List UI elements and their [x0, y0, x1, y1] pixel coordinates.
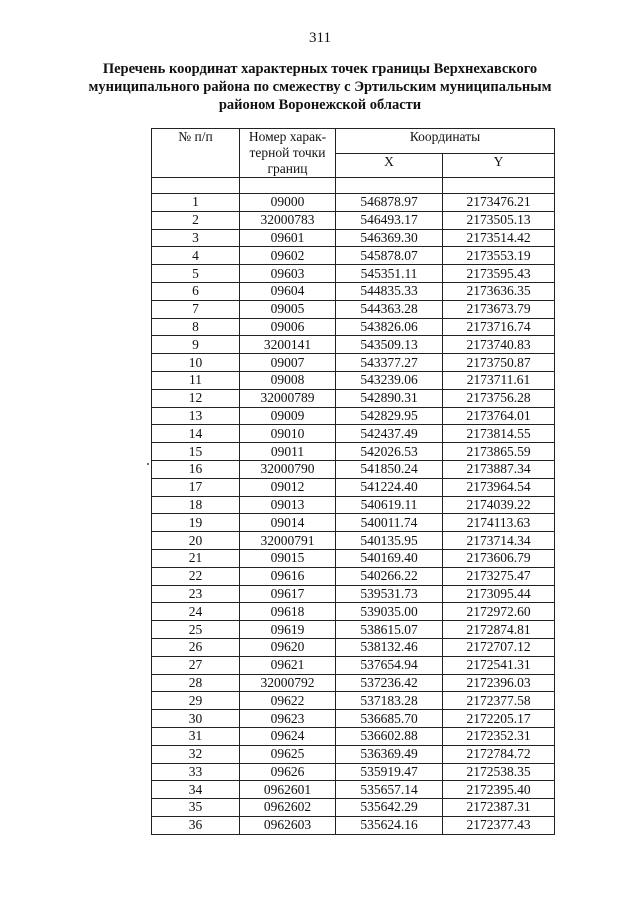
cell-point: 09011	[240, 443, 336, 461]
cell-y: 2173887.34	[443, 460, 555, 478]
table-row	[152, 710, 555, 728]
cell-point: 0962603	[240, 816, 336, 834]
cell-x: 540169.40	[336, 549, 443, 567]
table-row	[152, 371, 555, 389]
table-body	[152, 194, 555, 835]
cell-point: 32000792	[240, 674, 336, 692]
cell-num: 36	[152, 816, 240, 834]
cell-y: 2172377.43	[443, 816, 555, 834]
cell-x: 544835.33	[336, 282, 443, 300]
cell-num: 10	[152, 354, 240, 372]
cell-x: 537236.42	[336, 674, 443, 692]
header-x: X	[336, 153, 443, 178]
header-y: Y	[443, 153, 555, 178]
table-row	[152, 229, 555, 247]
cell-num: 1	[152, 194, 240, 212]
table-row	[152, 300, 555, 318]
header-point	[240, 129, 336, 178]
table-row	[152, 407, 555, 425]
cell-point: 32000791	[240, 532, 336, 550]
cell-point: 09617	[240, 585, 336, 603]
cell-x: 537183.28	[336, 692, 443, 710]
cell-y: 2173505.13	[443, 211, 555, 229]
cell-point: 09625	[240, 745, 336, 763]
cell-num: 14	[152, 425, 240, 443]
cell-num: 12	[152, 389, 240, 407]
cell-x: 546878.97	[336, 194, 443, 212]
table-row	[152, 727, 555, 745]
table-row	[152, 389, 555, 407]
table-row	[152, 354, 555, 372]
cell-num: 34	[152, 781, 240, 799]
cell-y: 2173714.34	[443, 532, 555, 550]
cell-point: 09616	[240, 567, 336, 585]
cell-x: 535624.16	[336, 816, 443, 834]
cell-y: 2173740.83	[443, 336, 555, 354]
cell-y: 2172377.58	[443, 692, 555, 710]
cell-point: 09620	[240, 638, 336, 656]
cell-point: 09010	[240, 425, 336, 443]
table-row	[152, 585, 555, 603]
cell-point: 09603	[240, 265, 336, 283]
cell-num: 18	[152, 496, 240, 514]
cell-num: 7	[152, 300, 240, 318]
cell-y: 2173514.42	[443, 229, 555, 247]
cell-y: 2173636.35	[443, 282, 555, 300]
cell-num: 13	[152, 407, 240, 425]
cell-y: 2173814.55	[443, 425, 555, 443]
cell-y: 2172396.03	[443, 674, 555, 692]
cell-y: 2172541.31	[443, 656, 555, 674]
cell-num: 32	[152, 745, 240, 763]
cell-x: 540011.74	[336, 514, 443, 532]
cell-x: 543377.27	[336, 354, 443, 372]
table-row	[152, 265, 555, 283]
cell-x: 543826.06	[336, 318, 443, 336]
table-row	[152, 532, 555, 550]
cell-num: 22	[152, 567, 240, 585]
table-row	[152, 656, 555, 674]
cell-point: 0962602	[240, 799, 336, 817]
cell-y: 2172205.17	[443, 710, 555, 728]
cell-y: 2172538.35	[443, 763, 555, 781]
cell-x: 544363.28	[336, 300, 443, 318]
cell-point: 09624	[240, 727, 336, 745]
cell-num: 33	[152, 763, 240, 781]
header-point-line: терной точки	[249, 145, 326, 160]
cell-x: 546493.17	[336, 211, 443, 229]
cell-y: 2173764.01	[443, 407, 555, 425]
table-row	[152, 425, 555, 443]
cell-point: 09618	[240, 603, 336, 621]
cell-point: 09007	[240, 354, 336, 372]
table-row	[152, 692, 555, 710]
header-point-line: границ	[267, 161, 308, 176]
cell-num: 5	[152, 265, 240, 283]
cell-y: 2173750.87	[443, 354, 555, 372]
cell-point: 09005	[240, 300, 336, 318]
cell-point: 09604	[240, 282, 336, 300]
page-number: 311	[309, 30, 331, 46]
header-num: № п/п	[152, 129, 240, 178]
cell-point: 32000789	[240, 389, 336, 407]
cell-x: 539035.00	[336, 603, 443, 621]
cell-y: 2173595.43	[443, 265, 555, 283]
cell-x: 535642.29	[336, 799, 443, 817]
cell-num: 20	[152, 532, 240, 550]
table-row	[152, 674, 555, 692]
cell-y: 2172707.12	[443, 638, 555, 656]
table-row	[152, 745, 555, 763]
cell-x: 542890.31	[336, 389, 443, 407]
cell-num: 24	[152, 603, 240, 621]
table-row	[152, 247, 555, 265]
cell-x: 535657.14	[336, 781, 443, 799]
cell-num: 29	[152, 692, 240, 710]
cell-point: 09014	[240, 514, 336, 532]
cell-x: 542437.49	[336, 425, 443, 443]
cell-point: 09626	[240, 763, 336, 781]
cell-point: 32000783	[240, 211, 336, 229]
cell-num: 16	[152, 460, 240, 478]
cell-x: 536602.88	[336, 727, 443, 745]
header-coords: Координаты	[336, 129, 555, 154]
cell-num: 8	[152, 318, 240, 336]
cell-x: 540266.22	[336, 567, 443, 585]
cell-num: 15	[152, 443, 240, 461]
header-point-line: Номер харак-	[248, 129, 327, 144]
cell-num: 31	[152, 727, 240, 745]
cell-num: 2	[152, 211, 240, 229]
cell-x: 539531.73	[336, 585, 443, 603]
title-line: Перечень координат характерных точек границы Верхнехавского	[102, 61, 538, 77]
cell-y: 2173553.19	[443, 247, 555, 265]
cell-y: 2172784.72	[443, 745, 555, 763]
scan-dot	[147, 463, 149, 465]
cell-x: 538615.07	[336, 621, 443, 639]
cell-y: 2174039.22	[443, 496, 555, 514]
cell-point: 3200141	[240, 336, 336, 354]
cell-point: 09009	[240, 407, 336, 425]
table-row	[152, 194, 555, 212]
cell-point: 09623	[240, 710, 336, 728]
cell-point: 09008	[240, 371, 336, 389]
cell-x: 543239.06	[336, 371, 443, 389]
cell-y: 2172352.31	[443, 727, 555, 745]
table-row	[152, 763, 555, 781]
cell-num: 28	[152, 674, 240, 692]
table-row	[152, 443, 555, 461]
table-row	[152, 478, 555, 496]
cell-num: 27	[152, 656, 240, 674]
cell-y: 2173964.54	[443, 478, 555, 496]
cell-y: 2172972.60	[443, 603, 555, 621]
coordinates-table	[151, 128, 555, 835]
cell-y: 2174113.63	[443, 514, 555, 532]
cell-point: 09601	[240, 229, 336, 247]
cell-num: 26	[152, 638, 240, 656]
document-title	[80, 60, 560, 114]
table-row	[152, 318, 555, 336]
cell-num: 25	[152, 621, 240, 639]
cell-point: 09621	[240, 656, 336, 674]
cell-y: 2172387.31	[443, 799, 555, 817]
cell-point: 09006	[240, 318, 336, 336]
cell-y: 2173673.79	[443, 300, 555, 318]
cell-x: 536685.70	[336, 710, 443, 728]
cell-point: 09622	[240, 692, 336, 710]
cell-point: 09015	[240, 549, 336, 567]
table-row	[152, 336, 555, 354]
cell-x: 535919.47	[336, 763, 443, 781]
table-row	[152, 549, 555, 567]
table-header-row	[152, 129, 555, 154]
table-row	[152, 282, 555, 300]
cell-num: 19	[152, 514, 240, 532]
title-line: муниципального района по смежеству с Эртильским муниципальным	[88, 79, 552, 95]
cell-point: 32000790	[240, 460, 336, 478]
cell-point: 09602	[240, 247, 336, 265]
cell-y: 2173476.21	[443, 194, 555, 212]
table-row	[152, 460, 555, 478]
table-row	[152, 781, 555, 799]
cell-num: 30	[152, 710, 240, 728]
cell-y: 2173716.74	[443, 318, 555, 336]
table-row	[152, 211, 555, 229]
table-row	[152, 496, 555, 514]
cell-y: 2173865.59	[443, 443, 555, 461]
header-spacer-row	[152, 178, 555, 194]
cell-x: 540135.95	[336, 532, 443, 550]
cell-x: 543509.13	[336, 336, 443, 354]
cell-num: 23	[152, 585, 240, 603]
cell-x: 541224.40	[336, 478, 443, 496]
cell-num: 21	[152, 549, 240, 567]
cell-x: 545878.07	[336, 247, 443, 265]
cell-num: 9	[152, 336, 240, 354]
cell-x: 538132.46	[336, 638, 443, 656]
cell-y: 2173095.44	[443, 585, 555, 603]
cell-y: 2173711.61	[443, 371, 555, 389]
cell-y: 2173275.47	[443, 567, 555, 585]
cell-point: 09619	[240, 621, 336, 639]
cell-x: 536369.49	[336, 745, 443, 763]
table-row	[152, 567, 555, 585]
cell-point: 0962601	[240, 781, 336, 799]
cell-num: 17	[152, 478, 240, 496]
table-row	[152, 603, 555, 621]
cell-y: 2172395.40	[443, 781, 555, 799]
cell-y: 2172874.81	[443, 621, 555, 639]
cell-x: 545351.11	[336, 265, 443, 283]
cell-x: 537654.94	[336, 656, 443, 674]
table-row	[152, 799, 555, 817]
table-row	[152, 621, 555, 639]
cell-point: 09012	[240, 478, 336, 496]
cell-x: 540619.11	[336, 496, 443, 514]
cell-num: 11	[152, 371, 240, 389]
cell-point: 09013	[240, 496, 336, 514]
cell-num: 4	[152, 247, 240, 265]
table-row	[152, 816, 555, 834]
cell-x: 542026.53	[336, 443, 443, 461]
cell-num: 35	[152, 799, 240, 817]
title-line: районом Воронежской области	[218, 97, 422, 113]
cell-y: 2173606.79	[443, 549, 555, 567]
table-row	[152, 638, 555, 656]
cell-point: 09000	[240, 194, 336, 212]
cell-x: 546369.30	[336, 229, 443, 247]
cell-x: 541850.24	[336, 460, 443, 478]
cell-num: 3	[152, 229, 240, 247]
cell-num: 6	[152, 282, 240, 300]
cell-y: 2173756.28	[443, 389, 555, 407]
table-row	[152, 514, 555, 532]
cell-x: 542829.95	[336, 407, 443, 425]
